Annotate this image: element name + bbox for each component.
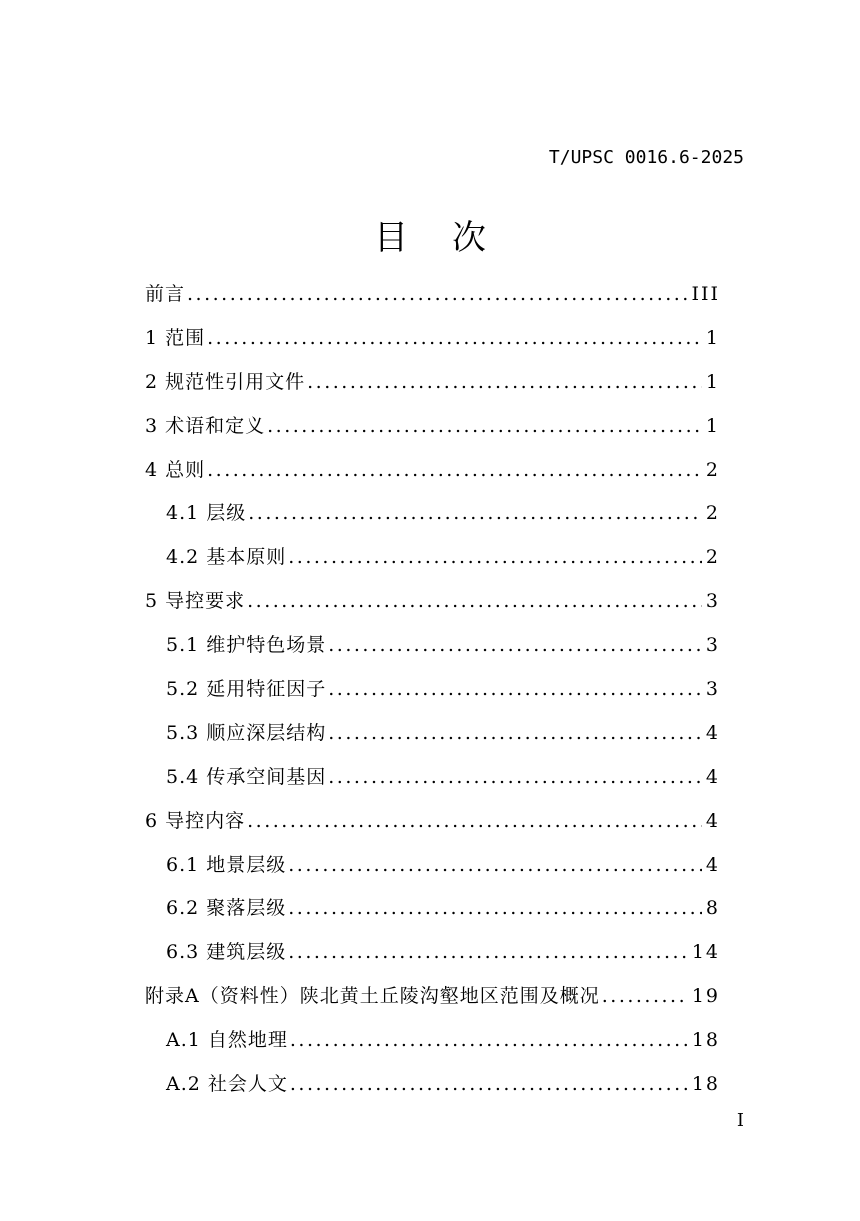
toc-dot-leader — [328, 756, 702, 800]
toc-dot-leader — [247, 800, 702, 844]
toc-dot-leader — [307, 361, 702, 405]
toc-dot-leader — [248, 492, 702, 536]
toc-entry[interactable] — [145, 536, 720, 580]
toc-dot-leader — [247, 580, 702, 624]
toc-entry-page: 3 — [705, 590, 720, 613]
toc-entry-page: 3 — [705, 634, 720, 657]
toc-entry-label: 3 术语和定义 — [145, 414, 266, 437]
toc-entry[interactable] — [145, 668, 720, 712]
toc-dot-leader — [290, 1019, 688, 1063]
document-code: T/UPSC 0016.6-2025 — [548, 147, 744, 168]
toc-entry-label: 6.3 建筑层级 — [166, 941, 287, 964]
toc-entry[interactable] — [145, 756, 720, 800]
toc-entry-label: 5.2 延用特征因子 — [166, 678, 327, 701]
toc-dot-leader — [328, 668, 702, 712]
toc-entry-page: 1 — [705, 370, 720, 393]
toc-entry-page: 2 — [705, 546, 720, 569]
toc-dot-leader — [290, 1063, 688, 1107]
toc-dot-leader — [187, 273, 687, 317]
toc-entry-label: 2 规范性引用文件 — [145, 370, 306, 393]
toc-entry-page: 14 — [691, 941, 720, 964]
toc-dot-leader — [602, 975, 688, 1019]
toc-entry[interactable] — [145, 1019, 720, 1063]
toc-entry-page: 8 — [705, 897, 720, 920]
toc-entry-page: 1 — [705, 414, 720, 437]
toc-entry-label: 5.1 维护特色场景 — [166, 634, 327, 657]
toc-entry[interactable] — [145, 580, 720, 624]
toc-entry-page: 3 — [705, 678, 720, 701]
toc-entry[interactable] — [145, 273, 720, 317]
toc-entry[interactable] — [145, 624, 720, 668]
toc-entry-page: III — [691, 283, 720, 305]
toc-entry-label: 4 总则 — [145, 458, 206, 481]
toc-entry-label: A.1 自然地理 — [166, 1029, 288, 1052]
toc-entry[interactable] — [145, 492, 720, 536]
toc-entry[interactable] — [145, 844, 720, 888]
toc-dot-leader — [288, 536, 702, 580]
toc-dot-leader — [328, 624, 702, 668]
toc-title: 目次 — [374, 218, 530, 258]
toc-entry-label: 6 导控内容 — [145, 809, 246, 832]
toc-entry-page: 2 — [705, 502, 720, 525]
toc-entry-label: A.2 社会人文 — [166, 1073, 288, 1096]
toc-entry-label: 6.2 聚落层级 — [166, 897, 287, 920]
toc-entry[interactable] — [145, 800, 720, 844]
toc-entry-label: 6.1 地景层级 — [166, 853, 287, 876]
toc-dot-leader — [267, 405, 702, 449]
toc-entry-page: 18 — [691, 1029, 720, 1052]
toc-entry[interactable] — [145, 405, 720, 449]
toc-entry-page: 18 — [691, 1073, 720, 1096]
toc-entry-label: 5 导控要求 — [145, 590, 246, 613]
toc-dot-leader — [328, 712, 702, 756]
toc-entry-page: 19 — [691, 985, 720, 1008]
table-of-contents — [145, 273, 720, 1107]
toc-entry-label: 1 范围 — [145, 326, 206, 349]
toc-entry-label: 4.1 层级 — [166, 502, 247, 525]
toc-entry[interactable] — [145, 975, 720, 1019]
toc-entry-label: 5.4 传承空间基因 — [166, 765, 327, 788]
toc-dot-leader — [288, 931, 688, 975]
toc-entry-label: 4.2 基本原则 — [166, 546, 287, 569]
toc-dot-leader — [207, 317, 702, 361]
toc-entry-page: 1 — [705, 326, 720, 349]
toc-entry-page: 4 — [705, 721, 720, 744]
toc-entry[interactable] — [145, 361, 720, 405]
toc-entry-page: 4 — [705, 765, 720, 788]
toc-entry-page: 4 — [705, 809, 720, 832]
toc-entry[interactable] — [145, 1063, 720, 1107]
toc-dot-leader — [288, 844, 702, 888]
toc-entry[interactable] — [145, 931, 720, 975]
toc-dot-leader — [207, 449, 702, 493]
toc-dot-leader — [288, 887, 702, 931]
toc-entry[interactable] — [145, 887, 720, 931]
toc-entry[interactable] — [145, 449, 720, 493]
toc-entry[interactable] — [145, 712, 720, 756]
toc-entry-page: 2 — [705, 458, 720, 481]
toc-entry-label: 5.3 顺应深层结构 — [166, 721, 327, 744]
toc-entry-label: 附录A（资料性）陕北黄土丘陵沟壑地区范围及概况 — [145, 985, 600, 1008]
toc-entry-label: 前言 — [145, 283, 186, 305]
toc-entry[interactable] — [145, 317, 720, 361]
toc-entry-page: 4 — [705, 853, 720, 876]
page-number: I — [736, 1110, 744, 1131]
